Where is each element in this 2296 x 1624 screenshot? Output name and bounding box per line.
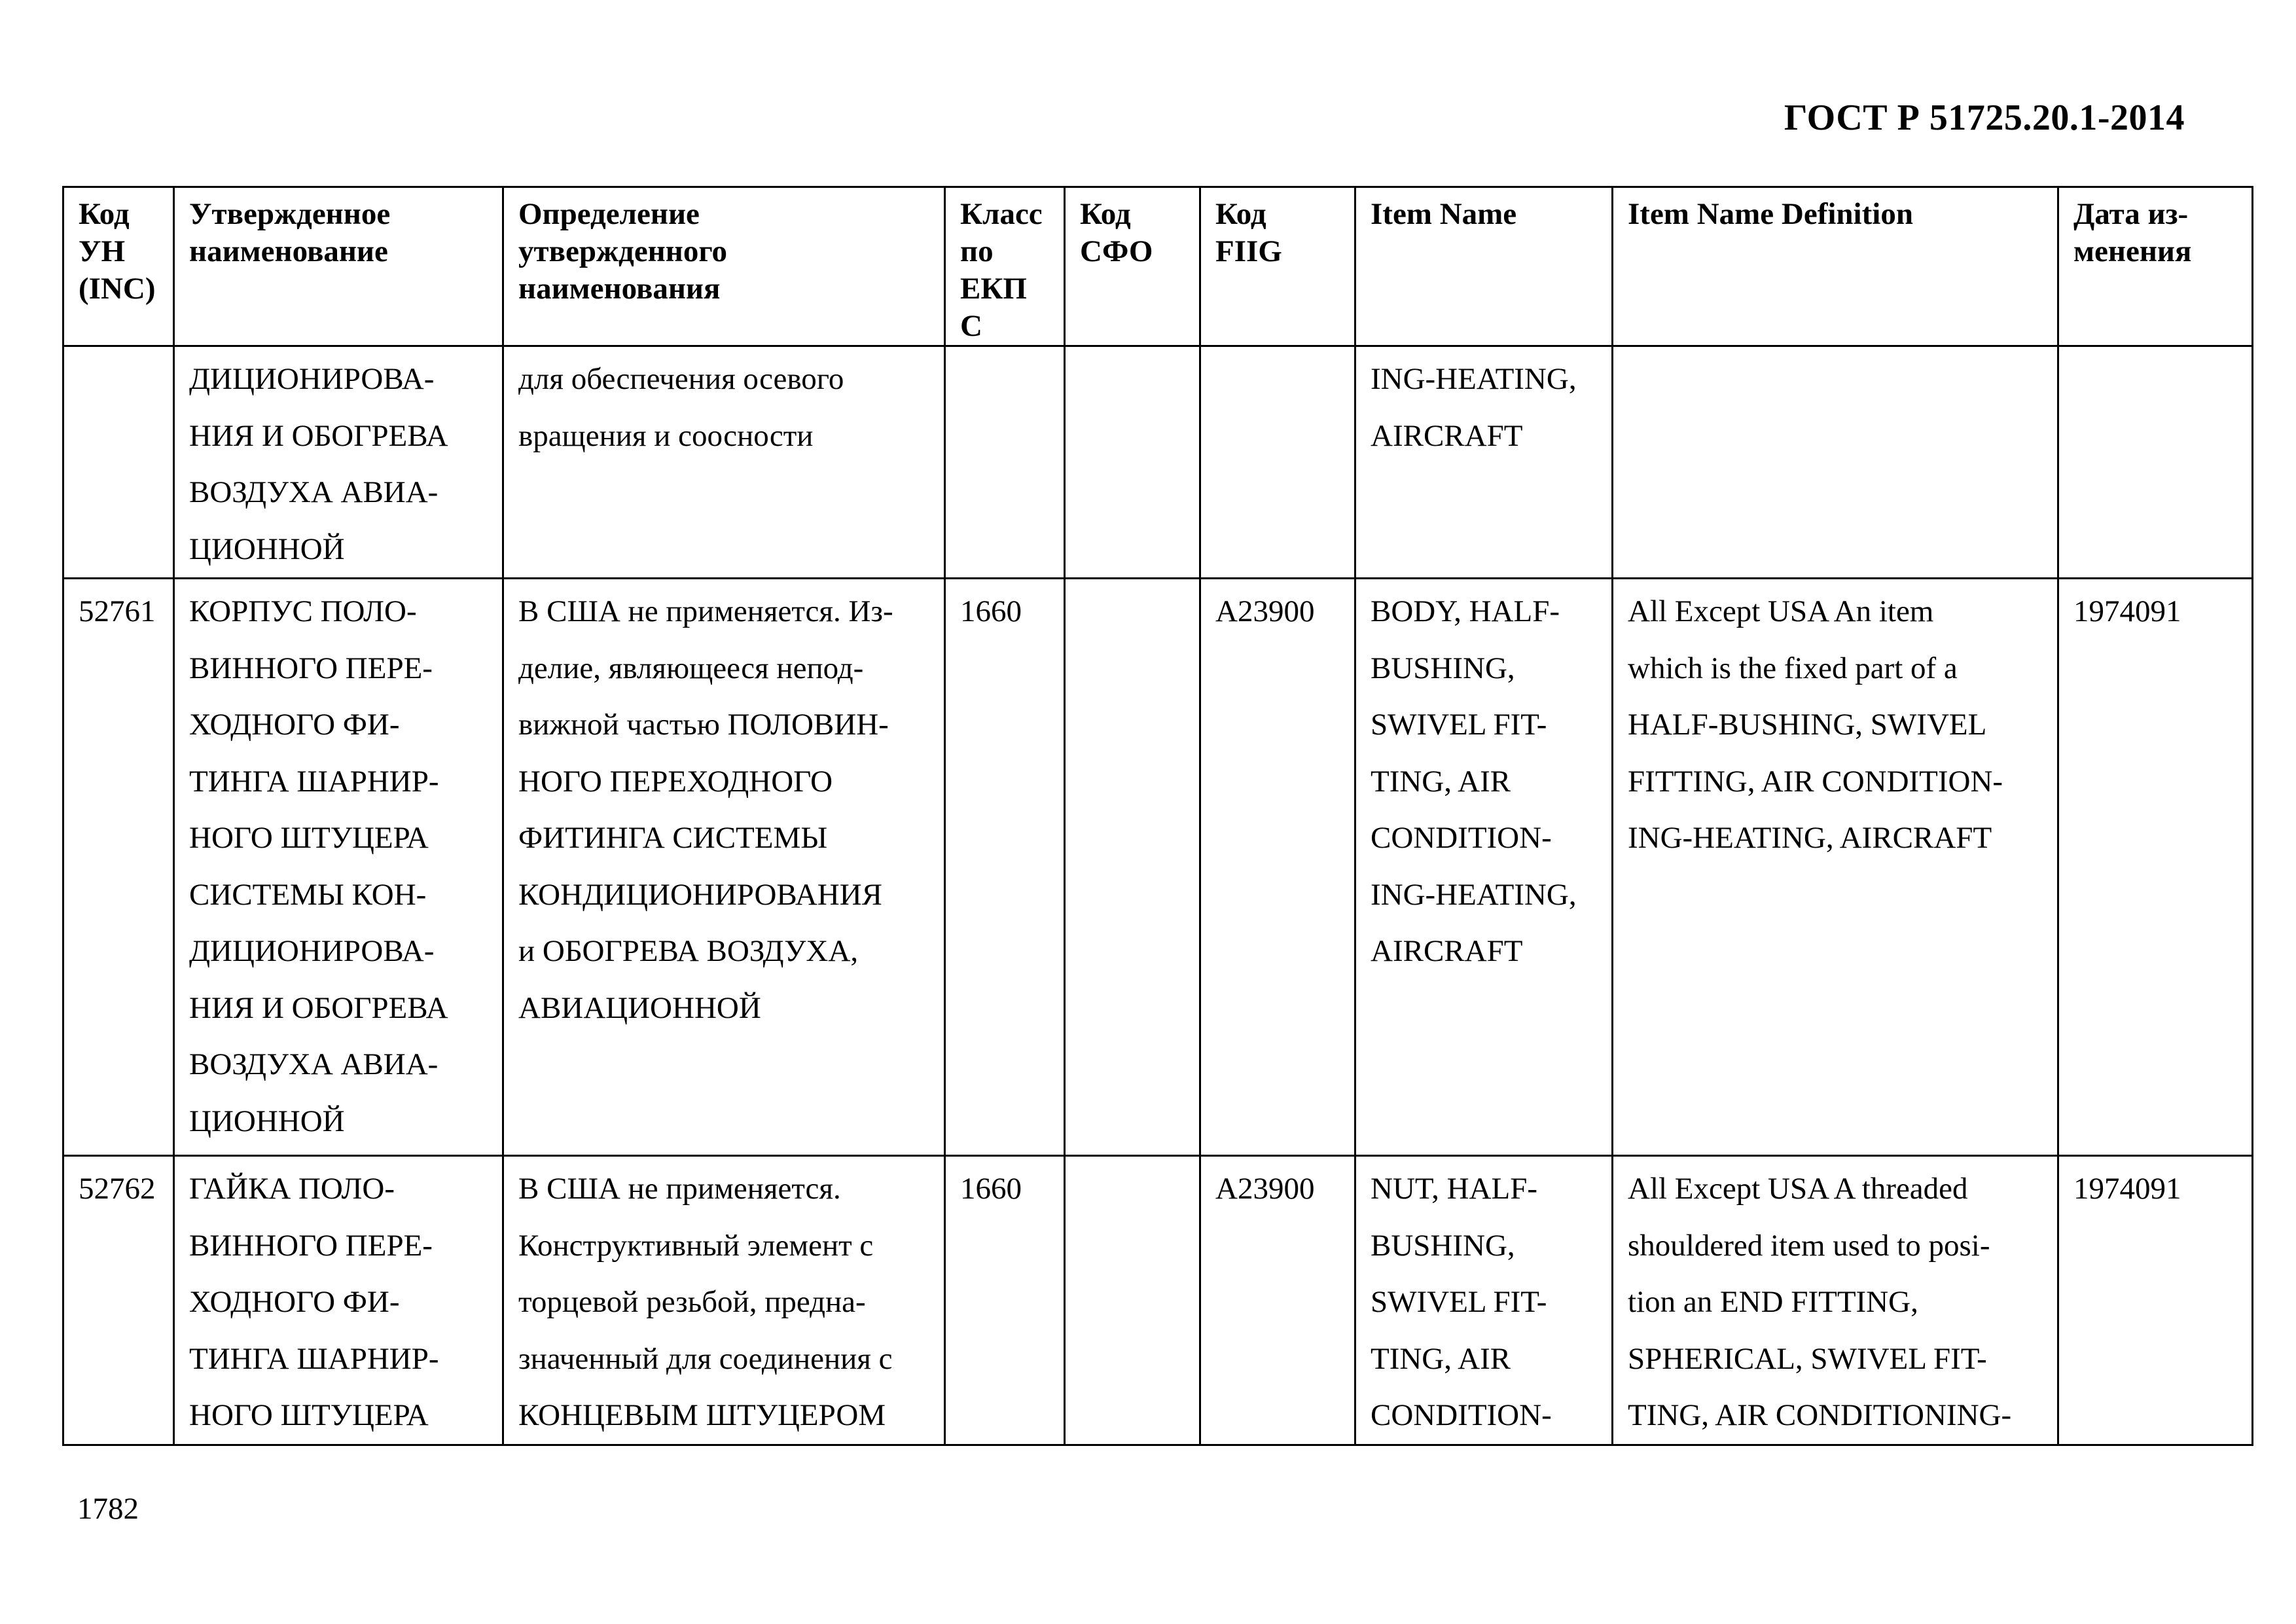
cell-line: A23900 bbox=[1215, 594, 1315, 628]
cell-line: ЦИОННОЙ bbox=[189, 532, 345, 566]
header-line: наименования bbox=[518, 272, 721, 306]
cell-item-name bbox=[1355, 1156, 1613, 1445]
cell-line: ЦИОННОЙ bbox=[189, 1104, 345, 1138]
cell-line: HALF-BUSHING, SWIVEL bbox=[1628, 708, 1987, 742]
cell-line: торцевой резьбой, предна- bbox=[518, 1285, 866, 1319]
cell-item-name bbox=[1355, 346, 1613, 579]
cell-line: ВИННОГО ПЕРЕ- bbox=[189, 651, 433, 685]
cell-line: КОНДИЦИОНИРОВАНИЯ bbox=[518, 877, 882, 912]
cell-line: SPHERICAL, SWIVEL FIT- bbox=[1628, 1341, 1987, 1376]
cell-line: 52762 bbox=[79, 1172, 156, 1206]
cell-line: 1660 bbox=[960, 594, 1022, 628]
cell-fsc-class bbox=[945, 1156, 1065, 1445]
cell-line: 1974091 bbox=[2073, 1172, 2181, 1206]
cell-line: ДИЦИОНИРОВА- bbox=[189, 362, 435, 396]
cell-line: ING-HEATING, AIRCRAFT bbox=[1628, 821, 1992, 855]
cell-line: В США не применяется. bbox=[518, 1172, 841, 1206]
header-line: FIIG bbox=[1215, 234, 1282, 268]
cell-code-inc bbox=[63, 1156, 174, 1445]
cell-change-date bbox=[2058, 1156, 2253, 1445]
cell-line: НИЯ И ОБОГРЕВА bbox=[189, 418, 448, 453]
cell-line: НОГО ШТУЦЕРА bbox=[189, 821, 429, 855]
table-row bbox=[63, 346, 2253, 579]
cell-change-date bbox=[2058, 346, 2253, 579]
cell-line: В США не применяется. Из- bbox=[518, 594, 893, 628]
cell-change-date bbox=[2058, 579, 2253, 1156]
header-name-definition bbox=[503, 187, 945, 346]
cell-line: AIRCRAFT bbox=[1371, 418, 1523, 453]
cell-line: ING-HEATING, bbox=[1371, 362, 1577, 396]
cell-fiig-code bbox=[1200, 579, 1355, 1156]
cell-item-name-definition bbox=[1613, 579, 2058, 1156]
header-line: УН bbox=[79, 234, 126, 268]
header-approved-name bbox=[174, 187, 503, 346]
cell-fsc-class bbox=[945, 346, 1065, 579]
cell-line: и ОБОГРЕВА ВОЗДУХА, bbox=[518, 934, 859, 968]
header-change-date bbox=[2058, 187, 2253, 346]
cell-line: ВОЗДУХА АВИА- bbox=[189, 1047, 439, 1081]
cell-item-name-definition bbox=[1613, 1156, 2058, 1445]
header-line: Item Name Definition bbox=[1628, 197, 1913, 231]
header-line: (INC) bbox=[79, 272, 156, 306]
cell-line: BUSHING, bbox=[1371, 1228, 1515, 1263]
cell-fsc-class bbox=[945, 579, 1065, 1156]
header-line: Код bbox=[79, 197, 130, 231]
header-fsc-class bbox=[945, 187, 1065, 346]
header-sfo-code bbox=[1065, 187, 1200, 346]
cell-line: КОНЦЕВЫМ ШТУЦЕРОМ bbox=[518, 1398, 886, 1432]
table-row bbox=[63, 1156, 2253, 1445]
cell-line: All Except USA An item bbox=[1628, 594, 1934, 628]
cell-fiig-code bbox=[1200, 1156, 1355, 1445]
header-code-inc bbox=[63, 187, 174, 346]
cell-code-inc bbox=[63, 579, 174, 1156]
cell-line: SWIVEL FIT- bbox=[1371, 708, 1547, 742]
cell-line: BODY, HALF- bbox=[1371, 594, 1560, 628]
cell-sfo-code bbox=[1065, 1156, 1200, 1445]
header-line: Утвержденное bbox=[189, 197, 391, 231]
cell-line: ВОЗДУХА АВИА- bbox=[189, 475, 439, 509]
header-line: ЕКП bbox=[960, 272, 1027, 306]
cell-line: All Except USA A threaded bbox=[1628, 1172, 1968, 1206]
page-number: 1782 bbox=[77, 1492, 139, 1526]
header-item-name-definition bbox=[1613, 187, 2058, 346]
cell-line: ING-HEATING, bbox=[1371, 877, 1577, 912]
header-line: Дата из- bbox=[2073, 197, 2189, 231]
cell-line: CONDITION- bbox=[1371, 1398, 1552, 1432]
cell-fiig-code bbox=[1200, 346, 1355, 579]
cell-line: ГАЙКА ПОЛО- bbox=[189, 1172, 395, 1206]
cell-line: для обеспечения осевого bbox=[518, 362, 844, 396]
cell-line: ХОДНОГО ФИ- bbox=[189, 708, 400, 742]
document-standard-number: ГОСТ Р 51725.20.1-2014 bbox=[1784, 98, 2185, 138]
header-line: по bbox=[960, 234, 994, 268]
cell-line: AIRCRAFT bbox=[1371, 934, 1523, 968]
header-line: Item Name bbox=[1371, 197, 1517, 231]
header-fiig-code bbox=[1200, 187, 1355, 346]
cell-line: НИЯ И ОБОГРЕВА bbox=[189, 990, 448, 1025]
cell-line: FITTING, AIR CONDITION- bbox=[1628, 764, 2003, 799]
cell-line: ХОДНОГО ФИ- bbox=[189, 1285, 400, 1319]
cell-line: СИСТЕМЫ КОН- bbox=[189, 877, 427, 912]
cell-line: TING, AIR bbox=[1371, 1341, 1511, 1376]
classifier-table bbox=[62, 186, 2253, 1446]
cell-line: значенный для соединения с bbox=[518, 1341, 893, 1376]
cell-line: ТИНГА ШАРНИР- bbox=[189, 764, 439, 799]
header-line: Определение bbox=[518, 197, 700, 231]
cell-line: ДИЦИОНИРОВА- bbox=[189, 934, 435, 968]
header-line: Код bbox=[1215, 197, 1266, 231]
cell-line: НОГО ПЕРЕХОДНОГО bbox=[518, 764, 833, 799]
cell-line: КОРПУС ПОЛО- bbox=[189, 594, 417, 628]
cell-line: shouldered item used to posi- bbox=[1628, 1228, 1990, 1263]
cell-approved-name bbox=[174, 346, 503, 579]
header-line: утвержденного bbox=[518, 234, 728, 268]
cell-line: 1974091 bbox=[2073, 594, 2181, 628]
cell-line: 1660 bbox=[960, 1172, 1022, 1206]
cell-sfo-code bbox=[1065, 346, 1200, 579]
header-line: наименование bbox=[189, 234, 388, 268]
cell-approved-name bbox=[174, 579, 503, 1156]
cell-item-name-definition bbox=[1613, 346, 2058, 579]
cell-name-definition bbox=[503, 579, 945, 1156]
header-line: СФО bbox=[1080, 234, 1153, 268]
cell-line: вижной частью ПОЛОВИН- bbox=[518, 708, 889, 742]
header-line: Класс bbox=[960, 197, 1043, 231]
cell-line: АВИАЦИОННОЙ bbox=[518, 990, 761, 1025]
cell-line: Конструктивный элемент с bbox=[518, 1228, 874, 1263]
header-line: С bbox=[960, 309, 982, 343]
cell-line: which is the fixed part of a bbox=[1628, 651, 1958, 685]
cell-name-definition bbox=[503, 346, 945, 579]
table-header-row bbox=[63, 187, 2253, 346]
cell-line: A23900 bbox=[1215, 1172, 1315, 1206]
cell-line: tion an END FITTING, bbox=[1628, 1285, 1918, 1319]
cell-line: вращения и соосности bbox=[518, 418, 814, 453]
cell-line: НОГО ШТУЦЕРА bbox=[189, 1398, 429, 1432]
cell-line: ФИТИНГА СИСТЕМЫ bbox=[518, 821, 828, 855]
cell-line: NUT, HALF- bbox=[1371, 1172, 1537, 1206]
cell-line: ВИННОГО ПЕРЕ- bbox=[189, 1228, 433, 1263]
cell-line: TING, AIR CONDITIONING- bbox=[1628, 1398, 2012, 1432]
table-row bbox=[63, 579, 2253, 1156]
cell-line: BUSHING, bbox=[1371, 651, 1515, 685]
header-line: менения bbox=[2073, 234, 2192, 268]
cell-item-name bbox=[1355, 579, 1613, 1156]
cell-line: CONDITION- bbox=[1371, 821, 1552, 855]
header-item-name bbox=[1355, 187, 1613, 346]
header-line: Код bbox=[1080, 197, 1131, 231]
cell-code-inc bbox=[63, 346, 174, 579]
cell-line: SWIVEL FIT- bbox=[1371, 1285, 1547, 1319]
cell-line: делие, являющееся непод- bbox=[518, 651, 864, 685]
cell-line: 52761 bbox=[79, 594, 156, 628]
cell-line: ТИНГА ШАРНИР- bbox=[189, 1341, 439, 1376]
cell-approved-name bbox=[174, 1156, 503, 1445]
cell-line: TING, AIR bbox=[1371, 764, 1511, 799]
cell-name-definition bbox=[503, 1156, 945, 1445]
cell-sfo-code bbox=[1065, 579, 1200, 1156]
